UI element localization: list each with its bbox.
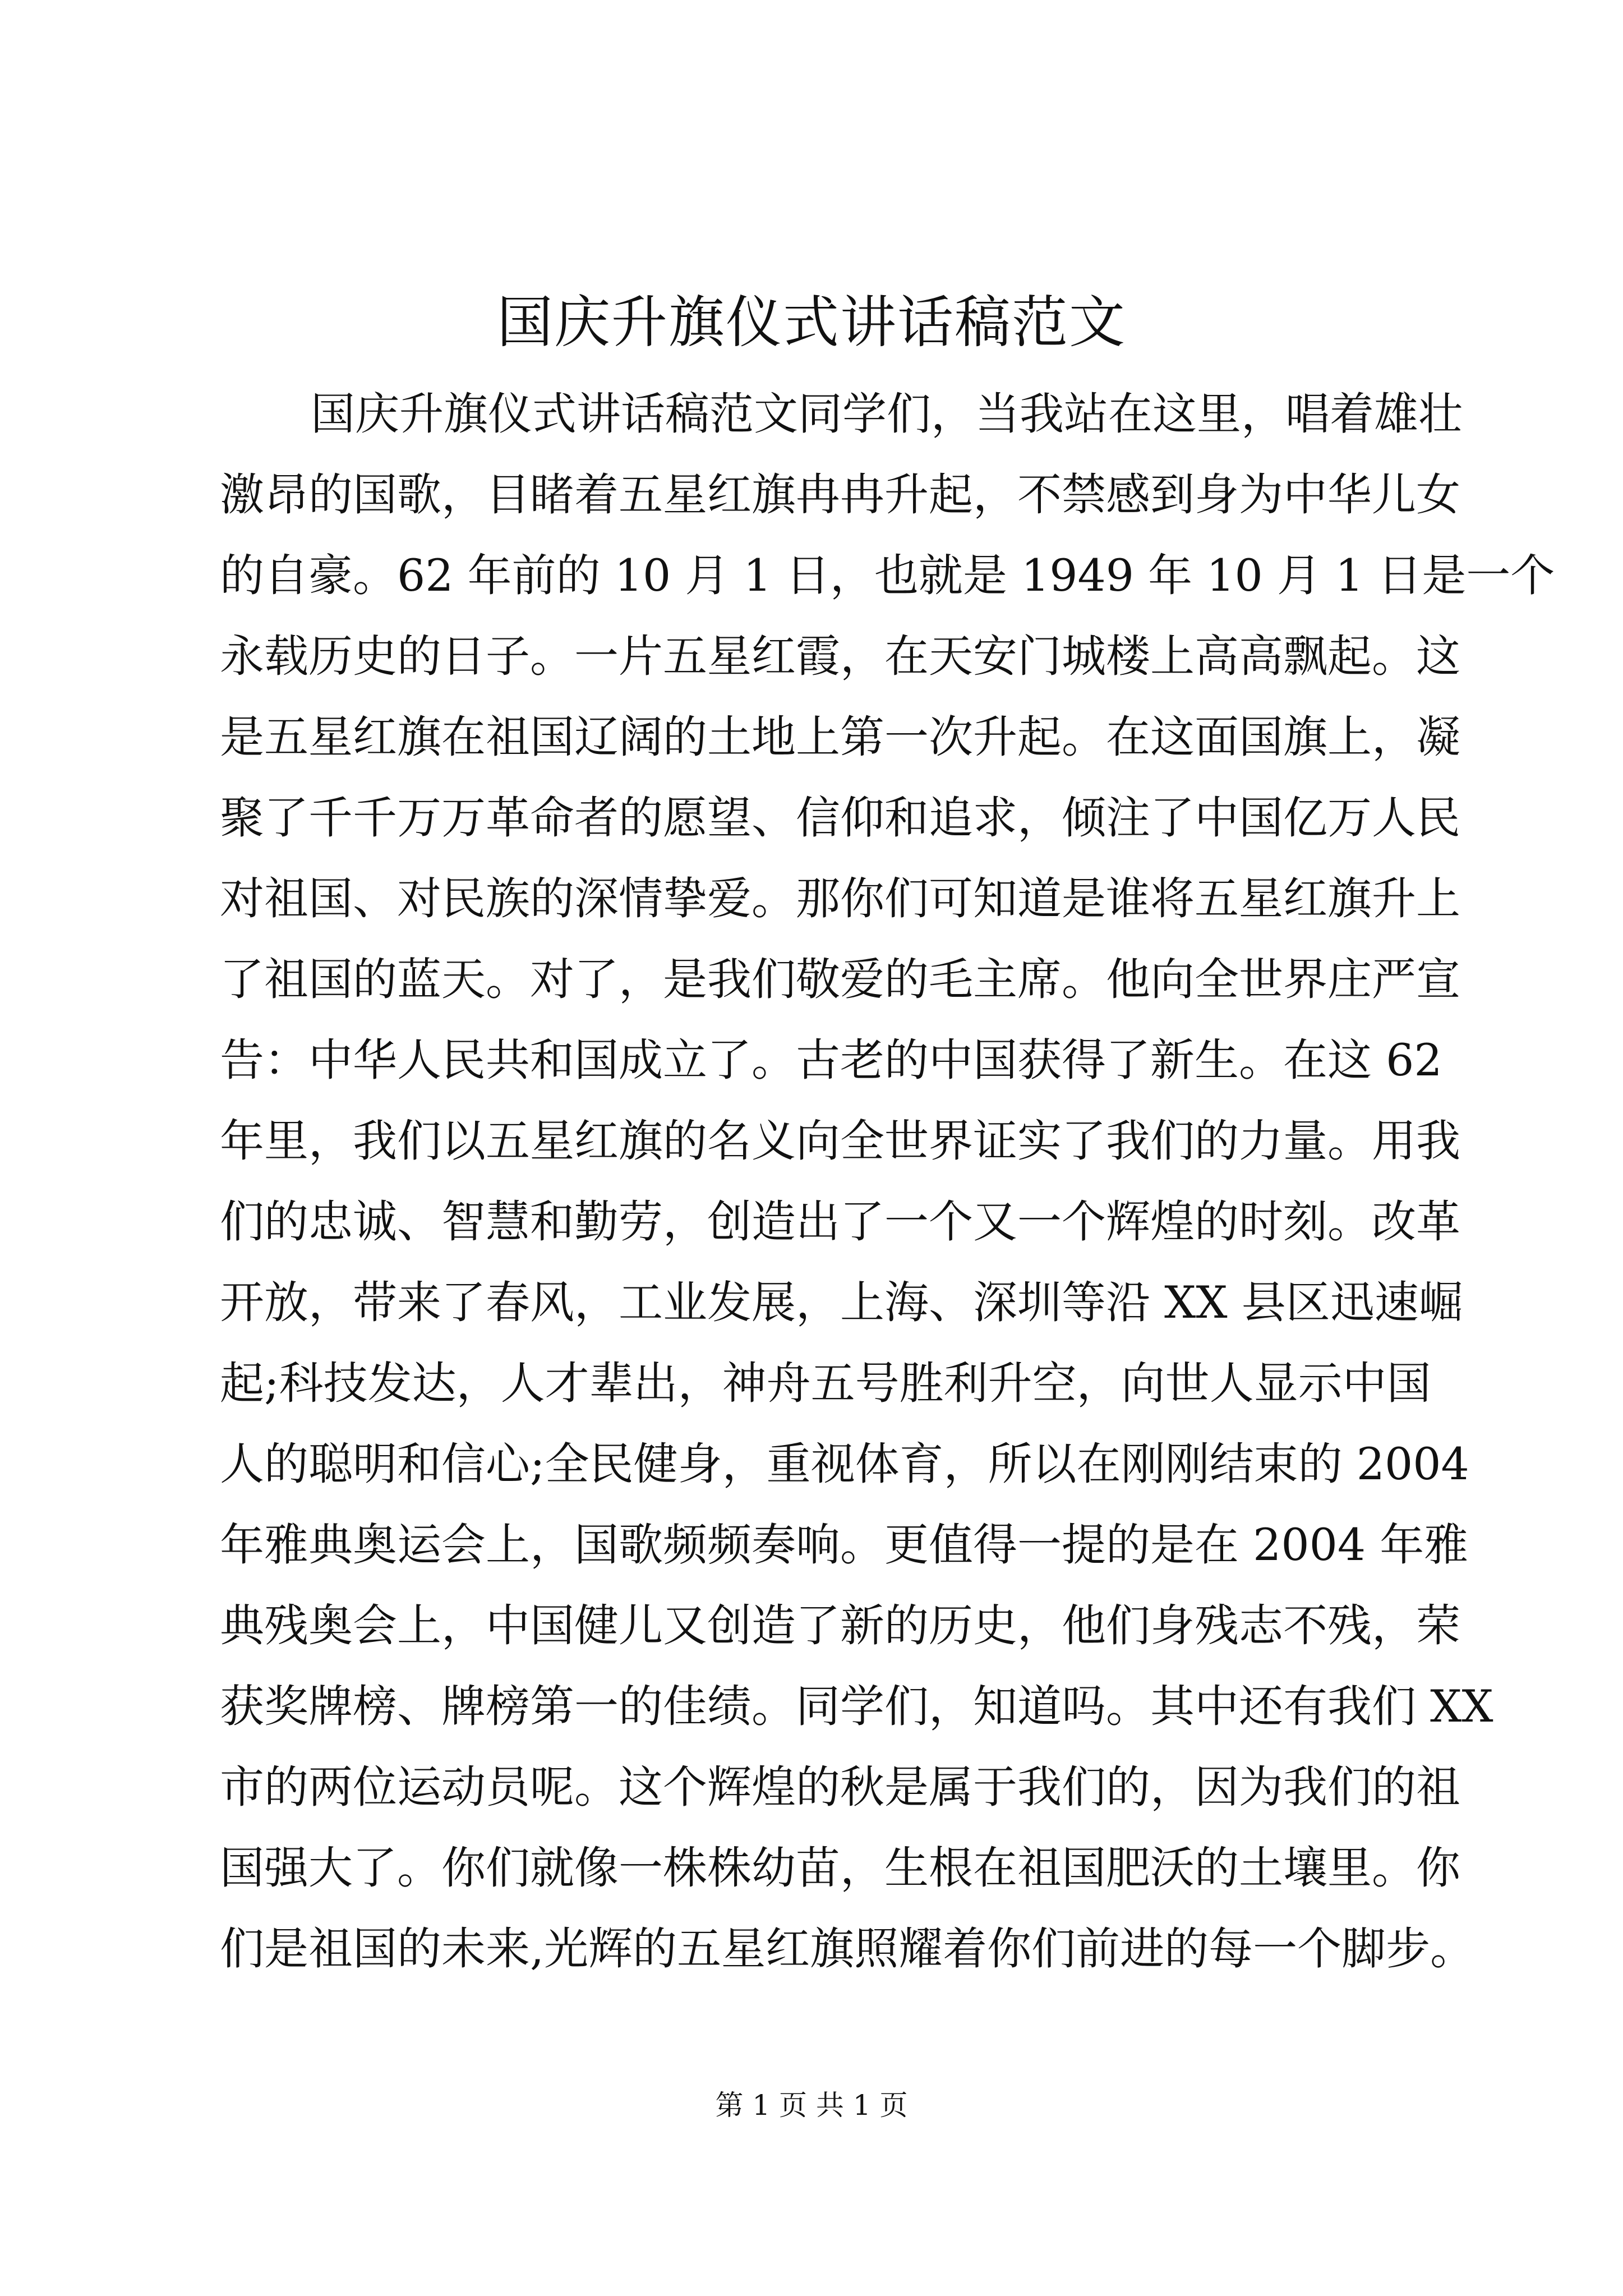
body-line: 市的两位运动员呢。这个辉煌的秋是属于我们的，因为我们的祖 <box>220 1761 1460 1813</box>
body-line: 典残奥会上，中国健儿又创造了新的历史，他们身残志不残，荣 <box>220 1600 1460 1651</box>
body-line: 激昂的国歌，目睹着五星红旗冉冉升起，不禁感到身为中华儿女 <box>220 469 1460 521</box>
body-line: 开放，带来了春风，工业发展，上海、深圳等沿 XX 县区迅速崛 <box>220 1277 1463 1328</box>
body-line: 年雅典奥运会上，国歌频频奏响。更值得一提的是在 2004 年雅 <box>220 1519 1469 1571</box>
body-line: 国庆升旗仪式讲话稿范文同学们，当我站在这里，唱着雄壮 <box>311 388 1463 440</box>
body-line: 国强大了。你们就像一株株幼苗，生根在祖国肥沃的土壤里。你 <box>220 1842 1460 1894</box>
body-line: 年里，我们以五星红旗的名义向全世界证实了我们的力量。用我 <box>220 1115 1460 1167</box>
body-line: 永载历史的日子。一片五星红霞，在天安门城楼上高高飘起。这 <box>220 631 1460 682</box>
body-line: 获奖牌榜、牌榜第一的佳绩。同学们，知道吗。其中还有我们 XX <box>220 1681 1493 1732</box>
page-footer: 第 1 页 共 1 页 <box>715 2089 908 2122</box>
body-line: 告：中华人民共和国成立了。古老的中国获得了新生。在这 62 <box>220 1034 1442 1086</box>
body-line: 们的忠诚、智慧和勤劳，创造出了一个又一个辉煌的时刻。改革 <box>220 1196 1460 1248</box>
document-body <box>220 374 1555 1989</box>
body-line: 们是祖国的未来,光辉的五星红旗照耀着你们前进的每一个脚步。 <box>220 1923 1475 1975</box>
body-line: 是五星红旗在祖国辽阔的土地上第一次升起。在这面国旗上，凝 <box>220 711 1460 763</box>
document-title: 国庆升旗仪式讲话稿范文 <box>497 289 1126 355</box>
body-line: 了祖国的蓝天。对了，是我们敬爱的毛主席。他向全世界庄严宣 <box>220 954 1460 1005</box>
body-line: 对祖国、对民族的深情挚爱。那你们可知道是谁将五星红旗升上 <box>220 873 1460 924</box>
body-line: 聚了千千万万革命者的愿望、信仰和追求，倾注了中国亿万人民 <box>220 792 1460 844</box>
body-line: 人的聪明和信心;全民健身，重视体育，所以在刚刚结束的 2004 <box>220 1438 1469 1490</box>
body-line: 的自豪。62 年前的 10 月 1 日，也就是 1949 年 10 月 1 日是一个 <box>220 550 1555 601</box>
body-line: 起;科技发达，人才辈出，神舟五号胜利升空，向世人显示中国 <box>220 1358 1431 1409</box>
